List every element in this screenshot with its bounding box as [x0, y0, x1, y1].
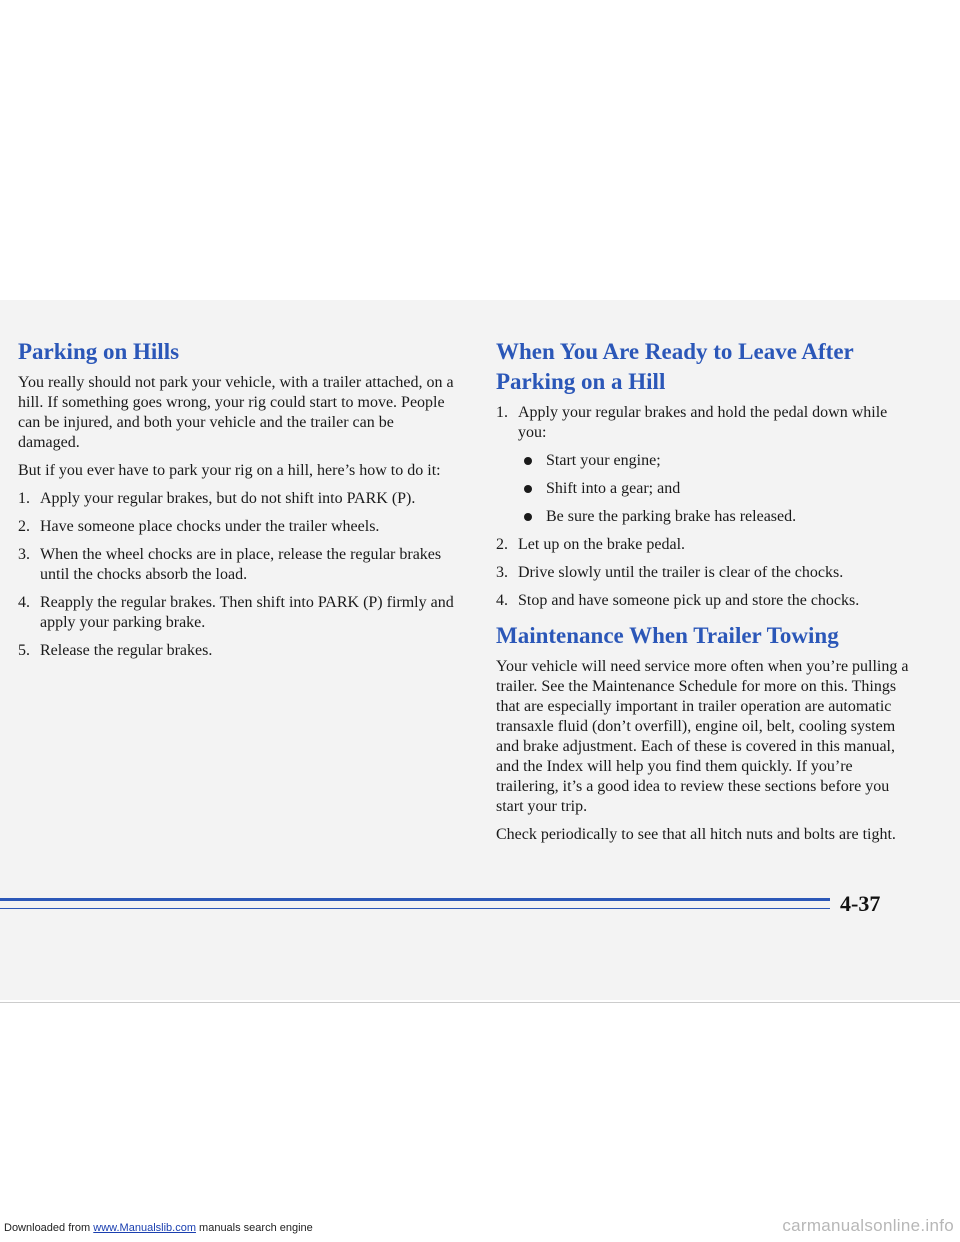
numbered-steps — [496, 403, 916, 611]
bullet-icon — [524, 457, 532, 465]
heading-maintenance: Maintenance When Trailer Towing — [496, 623, 839, 648]
step-item: 3. Drive slowly until the trailer is clear of the chocks. — [496, 564, 844, 581]
heading-parking-on-hills: Parking on Hills — [18, 339, 180, 364]
paragraph: But if you ever have to park your rig on a hill, here’s how to do it: — [18, 462, 441, 479]
divider — [0, 1002, 960, 1003]
step-item: 4. Reapply the regular brakes. Then shift into PARK (P) firmly and apply your parking brake. — [18, 594, 454, 631]
numbered-steps — [18, 489, 458, 661]
step-item: 5. Release the regular brakes. — [18, 642, 213, 659]
watermark: carmanualsonline.info — [782, 1216, 954, 1235]
download-footer: Downloaded from www.Manualslib.com manuals search engine — [4, 1222, 313, 1234]
step-item: 3. When the wheel chocks are in place, release the regular brakes until the chocks absorb the load. — [18, 546, 442, 583]
bullet-item: Start your engine; — [518, 451, 916, 471]
heading-ready-to-leave: When You Are Ready to Leave After Parking on a Hill — [496, 339, 854, 394]
step-item: 2. Let up on the brake pedal. — [496, 536, 686, 553]
bullet-item: Be sure the parking brake has released. — [518, 507, 916, 527]
bullet-item: Shift into a gear; and — [518, 479, 916, 499]
left-column — [18, 337, 458, 669]
page-number: 4-37 — [840, 891, 881, 916]
footer-rule-thin — [0, 908, 830, 909]
step-item: 1. Apply your regular brakes and hold the pedal down while you: Start your engine; Shift into a gear; and Be sure the parking brake has released. — [496, 403, 916, 527]
paragraph: Your vehicle will need service more often when you’re pulling a trailer. See the Maintenance Schedule for more on this. Things that are especially important in trailer operation are automatic transaxle fluid (don’t overfill), engine oil, belt, cooling system and brake adjustment. Each of these is covered in this manual, and the Index will help you find them quickly. If you’re trailering, it’s a good idea to review these sections before you start your trip. — [496, 658, 909, 815]
step-item: 4. Stop and have someone pick up and store the chocks. — [496, 592, 860, 609]
footer-rule — [0, 898, 830, 901]
step-item: 2. Have someone place chocks under the trailer wheels. — [18, 518, 380, 535]
paragraph: Check periodically to see that all hitch nuts and bolts are tight. — [496, 826, 896, 843]
bullet-icon — [524, 513, 532, 521]
step-item: 1. Apply your regular brakes, but do not shift into PARK (P). — [18, 490, 416, 507]
bullet-icon — [524, 485, 532, 493]
manualslib-link[interactable]: www.Manualslib.com — [93, 1222, 196, 1234]
paragraph: You really should not park your vehicle, with a trailer attached, on a hill. If something goes wrong, your rig could start to move. People can be injured, and both your vehicle and the trailer can be damaged. — [18, 374, 454, 451]
right-column — [496, 337, 916, 853]
bullet-list — [518, 451, 916, 527]
